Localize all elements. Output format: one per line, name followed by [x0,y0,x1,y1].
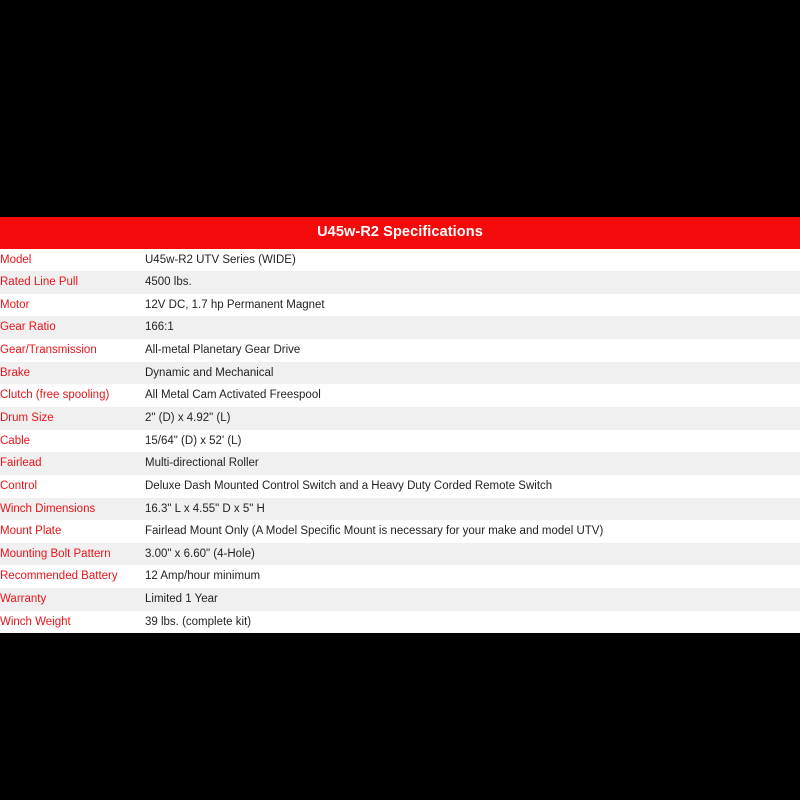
table-row [0,452,800,475]
specifications-table-body [0,249,800,634]
spec-label: Mount Plate [0,520,145,543]
table-row [0,588,800,611]
spec-label: Winch Weight [0,611,145,634]
table-row [0,249,800,272]
table-row [0,339,800,362]
spec-label: Clutch (free spooling) [0,384,145,407]
spec-value: 12V DC, 1.7 hp Permanent Magnet [145,294,800,317]
table-row [0,271,800,294]
spec-label: Gear/Transmission [0,339,145,362]
table-row [0,475,800,498]
spec-value: 4500 lbs. [145,271,800,294]
panel-title: U45w-R2 Specifications [0,217,800,249]
spec-value: 12 Amp/hour minimum [145,565,800,588]
table-row [0,543,800,566]
table-row [0,384,800,407]
table-row [0,498,800,521]
spec-value: 15/64" (D) x 52' (L) [145,430,800,453]
top-letterbox [0,0,800,217]
table-row [0,294,800,317]
spec-label: Rated Line Pull [0,271,145,294]
table-row [0,565,800,588]
spec-value: 3.00" x 6.60" (4-Hole) [145,543,800,566]
spec-label: Winch Dimensions [0,498,145,521]
table-row [0,611,800,634]
spec-value: All-metal Planetary Gear Drive [145,339,800,362]
spec-label: Model [0,249,145,272]
spec-label: Control [0,475,145,498]
spec-value: 39 lbs. (complete kit) [145,611,800,634]
spec-value: 166:1 [145,316,800,339]
spec-label: Warranty [0,588,145,611]
spec-value: Multi-directional Roller [145,452,800,475]
spec-label: Drum Size [0,407,145,430]
spec-value: Fairlead Mount Only (A Model Specific Mount is necessary for your make and model UTV) [145,520,800,543]
spec-value: U45w-R2 UTV Series (WIDE) [145,249,800,272]
table-row [0,362,800,385]
spec-label: Gear Ratio [0,316,145,339]
spec-value: Dynamic and Mechanical [145,362,800,385]
specifications-panel [0,217,800,633]
spec-label: Mounting Bolt Pattern [0,543,145,566]
spec-value: Limited 1 Year [145,588,800,611]
table-row [0,520,800,543]
spec-value: All Metal Cam Activated Freespool [145,384,800,407]
spec-label: Cable [0,430,145,453]
spec-label: Brake [0,362,145,385]
spec-label: Recommended Battery [0,565,145,588]
spec-label: Motor [0,294,145,317]
spec-label: Fairlead [0,452,145,475]
spec-value: Deluxe Dash Mounted Control Switch and a Heavy Duty Corded Remote Switch [145,475,800,498]
table-row [0,316,800,339]
spec-value: 16.3" L x 4.55" D x 5" H [145,498,800,521]
table-row [0,430,800,453]
spec-value: 2" (D) x 4.92" (L) [145,407,800,430]
specifications-table [0,249,800,634]
table-row [0,407,800,430]
